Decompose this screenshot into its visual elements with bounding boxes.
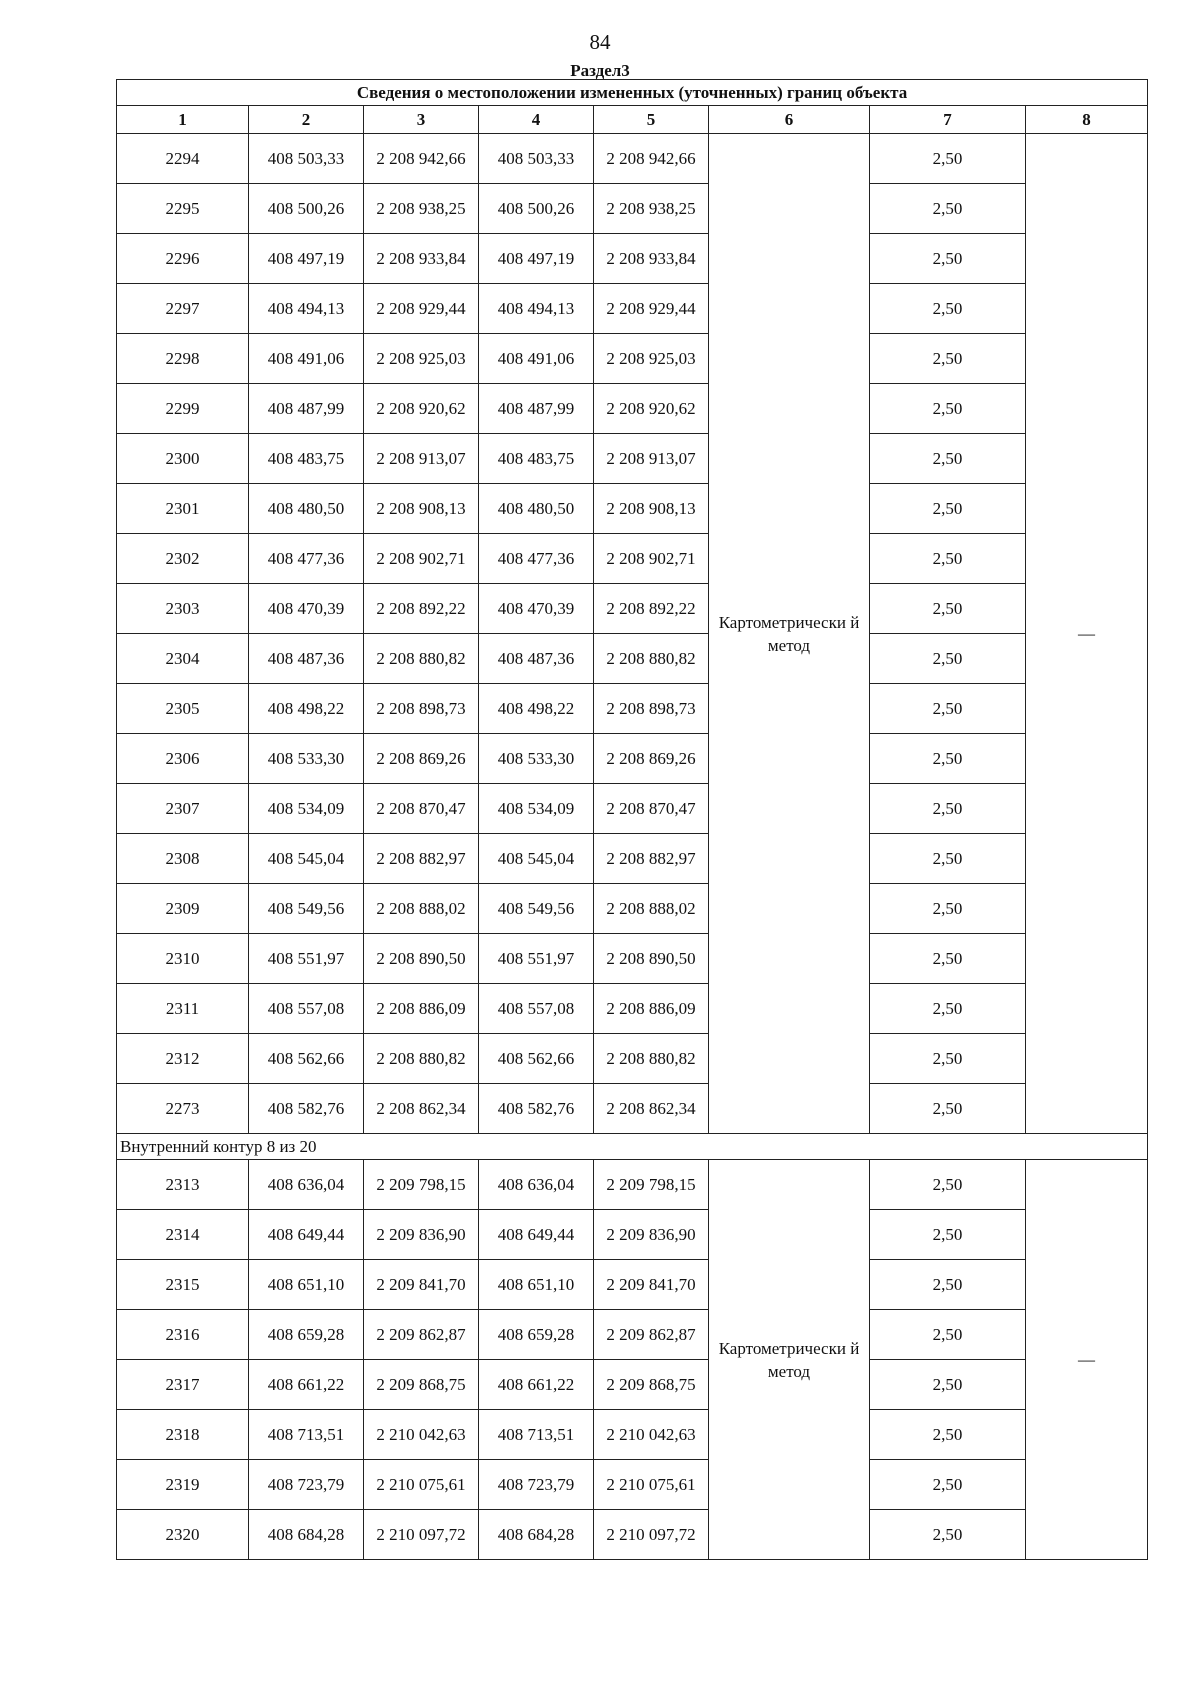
accuracy-value: 2,50 bbox=[870, 484, 1026, 534]
x-coordinate-refined: 408 723,79 bbox=[479, 1460, 594, 1510]
x-coordinate-refined: 408 651,10 bbox=[479, 1260, 594, 1310]
table-row bbox=[117, 1460, 1148, 1510]
point-number: 2317 bbox=[117, 1360, 249, 1410]
table-row bbox=[117, 434, 1148, 484]
x-coordinate: 408 534,09 bbox=[249, 784, 364, 834]
y-coordinate: 2 209 798,15 bbox=[364, 1160, 479, 1210]
point-number: 2296 bbox=[117, 234, 249, 284]
x-coordinate: 408 491,06 bbox=[249, 334, 364, 384]
accuracy-value: 2,50 bbox=[870, 534, 1026, 584]
table-row bbox=[117, 384, 1148, 434]
x-coordinate-refined: 408 562,66 bbox=[479, 1034, 594, 1084]
x-coordinate-refined: 408 491,06 bbox=[479, 334, 594, 384]
accuracy-value: 2,50 bbox=[870, 1510, 1026, 1560]
table-row bbox=[117, 984, 1148, 1034]
table-row bbox=[117, 334, 1148, 384]
table-row bbox=[117, 1160, 1148, 1210]
column-header: 2 bbox=[249, 106, 364, 134]
column-header: 7 bbox=[870, 106, 1026, 134]
table-row bbox=[117, 884, 1148, 934]
y-coordinate: 2 208 862,34 bbox=[364, 1084, 479, 1134]
x-coordinate-refined: 408 661,22 bbox=[479, 1360, 594, 1410]
column-header: 8 bbox=[1026, 106, 1148, 134]
point-number: 2310 bbox=[117, 934, 249, 984]
accuracy-value: 2,50 bbox=[870, 1210, 1026, 1260]
point-number: 2319 bbox=[117, 1460, 249, 1510]
x-coordinate-refined: 408 497,19 bbox=[479, 234, 594, 284]
y-coordinate-refined: 2 208 925,03 bbox=[594, 334, 709, 384]
point-number: 2300 bbox=[117, 434, 249, 484]
y-coordinate: 2 208 913,07 bbox=[364, 434, 479, 484]
section-label: Раздел3 bbox=[570, 61, 630, 80]
table-row bbox=[117, 1210, 1148, 1260]
column-header: 3 bbox=[364, 106, 479, 134]
method-cell: Картометрически й метод bbox=[709, 1160, 870, 1560]
y-coordinate: 2 208 890,50 bbox=[364, 934, 479, 984]
x-coordinate-refined: 408 582,76 bbox=[479, 1084, 594, 1134]
table-row bbox=[117, 584, 1148, 634]
x-coordinate-refined: 408 649,44 bbox=[479, 1210, 594, 1260]
x-coordinate-refined: 408 636,04 bbox=[479, 1160, 594, 1210]
point-number: 2301 bbox=[117, 484, 249, 534]
x-coordinate-refined: 408 549,56 bbox=[479, 884, 594, 934]
table-row bbox=[117, 1260, 1148, 1310]
y-coordinate-refined: 2 208 880,82 bbox=[594, 634, 709, 684]
point-number: 2273 bbox=[117, 1084, 249, 1134]
x-coordinate: 408 582,76 bbox=[249, 1084, 364, 1134]
accuracy-value: 2,50 bbox=[870, 984, 1026, 1034]
point-number: 2316 bbox=[117, 1310, 249, 1360]
x-coordinate-refined: 408 545,04 bbox=[479, 834, 594, 884]
y-coordinate-refined: 2 208 880,82 bbox=[594, 1034, 709, 1084]
accuracy-value: 2,50 bbox=[870, 1034, 1026, 1084]
y-coordinate-refined: 2 209 798,15 bbox=[594, 1160, 709, 1210]
x-coordinate: 408 659,28 bbox=[249, 1310, 364, 1360]
accuracy-value: 2,50 bbox=[870, 334, 1026, 384]
note-cell: — bbox=[1026, 1160, 1148, 1560]
y-coordinate: 2 209 841,70 bbox=[364, 1260, 479, 1310]
y-coordinate-refined: 2 208 898,73 bbox=[594, 684, 709, 734]
table-row bbox=[117, 1310, 1148, 1360]
table-row bbox=[117, 134, 1148, 184]
point-number: 2302 bbox=[117, 534, 249, 584]
x-coordinate: 408 551,97 bbox=[249, 934, 364, 984]
point-number: 2318 bbox=[117, 1410, 249, 1460]
y-coordinate: 2 210 097,72 bbox=[364, 1510, 479, 1560]
x-coordinate-refined: 408 500,26 bbox=[479, 184, 594, 234]
x-coordinate: 408 477,36 bbox=[249, 534, 364, 584]
table-row bbox=[117, 784, 1148, 834]
accuracy-value: 2,50 bbox=[870, 434, 1026, 484]
y-coordinate-refined: 2 208 908,13 bbox=[594, 484, 709, 534]
point-number: 2305 bbox=[117, 684, 249, 734]
accuracy-value: 2,50 bbox=[870, 834, 1026, 884]
x-coordinate: 408 549,56 bbox=[249, 884, 364, 934]
x-coordinate: 408 480,50 bbox=[249, 484, 364, 534]
y-coordinate: 2 208 925,03 bbox=[364, 334, 479, 384]
table-row bbox=[117, 1360, 1148, 1410]
accuracy-value: 2,50 bbox=[870, 1410, 1026, 1460]
point-number: 2306 bbox=[117, 734, 249, 784]
x-coordinate-refined: 408 534,09 bbox=[479, 784, 594, 834]
y-coordinate: 2 208 882,97 bbox=[364, 834, 479, 884]
table-title-row bbox=[117, 80, 1148, 106]
point-number: 2304 bbox=[117, 634, 249, 684]
x-coordinate: 408 713,51 bbox=[249, 1410, 364, 1460]
accuracy-value: 2,50 bbox=[870, 1260, 1026, 1310]
y-coordinate-refined: 2 209 836,90 bbox=[594, 1210, 709, 1260]
x-coordinate-refined: 408 503,33 bbox=[479, 134, 594, 184]
table-row bbox=[117, 1034, 1148, 1084]
accuracy-value: 2,50 bbox=[870, 1460, 1026, 1510]
y-coordinate: 2 208 886,09 bbox=[364, 984, 479, 1034]
table-row bbox=[117, 834, 1148, 884]
column-header: 4 bbox=[479, 106, 594, 134]
point-number: 2294 bbox=[117, 134, 249, 184]
x-coordinate: 408 545,04 bbox=[249, 834, 364, 884]
table-title: Сведения о местоположении измененных (уточненных) границ объекта bbox=[117, 80, 1148, 106]
column-header: 1 bbox=[117, 106, 249, 134]
x-coordinate: 408 497,19 bbox=[249, 234, 364, 284]
x-coordinate: 408 498,22 bbox=[249, 684, 364, 734]
accuracy-value: 2,50 bbox=[870, 684, 1026, 734]
boundary-table bbox=[116, 79, 1148, 1560]
method-cell: Картометрически й метод bbox=[709, 134, 870, 1134]
table-row bbox=[117, 1084, 1148, 1134]
accuracy-value: 2,50 bbox=[870, 134, 1026, 184]
y-coordinate: 2 208 908,13 bbox=[364, 484, 479, 534]
y-coordinate-refined: 2 208 920,62 bbox=[594, 384, 709, 434]
y-coordinate: 2 208 869,26 bbox=[364, 734, 479, 784]
y-coordinate-refined: 2 210 042,63 bbox=[594, 1410, 709, 1460]
x-coordinate: 408 661,22 bbox=[249, 1360, 364, 1410]
accuracy-value: 2,50 bbox=[870, 784, 1026, 834]
accuracy-value: 2,50 bbox=[870, 1360, 1026, 1410]
accuracy-value: 2,50 bbox=[870, 234, 1026, 284]
y-coordinate: 2 210 042,63 bbox=[364, 1410, 479, 1460]
contour-row bbox=[117, 1134, 1148, 1160]
table-row bbox=[117, 1510, 1148, 1560]
y-coordinate: 2 208 870,47 bbox=[364, 784, 479, 834]
x-coordinate-refined: 408 713,51 bbox=[479, 1410, 594, 1460]
point-number: 2315 bbox=[117, 1260, 249, 1310]
x-coordinate-refined: 408 533,30 bbox=[479, 734, 594, 784]
accuracy-value: 2,50 bbox=[870, 634, 1026, 684]
column-header: 5 bbox=[594, 106, 709, 134]
y-coordinate-refined: 2 208 938,25 bbox=[594, 184, 709, 234]
table-row bbox=[117, 534, 1148, 584]
y-coordinate-refined: 2 208 892,22 bbox=[594, 584, 709, 634]
y-coordinate-refined: 2 208 888,02 bbox=[594, 884, 709, 934]
y-coordinate: 2 209 836,90 bbox=[364, 1210, 479, 1260]
y-coordinate-refined: 2 208 933,84 bbox=[594, 234, 709, 284]
y-coordinate: 2 208 892,22 bbox=[364, 584, 479, 634]
y-coordinate-refined: 2 208 929,44 bbox=[594, 284, 709, 334]
x-coordinate: 408 483,75 bbox=[249, 434, 364, 484]
accuracy-value: 2,50 bbox=[870, 384, 1026, 434]
accuracy-value: 2,50 bbox=[870, 284, 1026, 334]
x-coordinate-refined: 408 477,36 bbox=[479, 534, 594, 584]
table-body bbox=[117, 80, 1148, 1560]
y-coordinate-refined: 2 208 890,50 bbox=[594, 934, 709, 984]
x-coordinate-refined: 408 483,75 bbox=[479, 434, 594, 484]
x-coordinate: 408 562,66 bbox=[249, 1034, 364, 1084]
x-coordinate-refined: 408 557,08 bbox=[479, 984, 594, 1034]
x-coordinate-refined: 408 487,36 bbox=[479, 634, 594, 684]
x-coordinate-refined: 408 498,22 bbox=[479, 684, 594, 734]
x-coordinate: 408 470,39 bbox=[249, 584, 364, 634]
y-coordinate: 2 210 075,61 bbox=[364, 1460, 479, 1510]
x-coordinate-refined: 408 470,39 bbox=[479, 584, 594, 634]
point-number: 2303 bbox=[117, 584, 249, 634]
x-coordinate-refined: 408 494,13 bbox=[479, 284, 594, 334]
accuracy-value: 2,50 bbox=[870, 1084, 1026, 1134]
x-coordinate-refined: 408 487,99 bbox=[479, 384, 594, 434]
table-row bbox=[117, 284, 1148, 334]
x-coordinate-refined: 408 659,28 bbox=[479, 1310, 594, 1360]
accuracy-value: 2,50 bbox=[870, 1160, 1026, 1210]
table-row bbox=[117, 184, 1148, 234]
accuracy-value: 2,50 bbox=[870, 734, 1026, 784]
x-coordinate: 408 557,08 bbox=[249, 984, 364, 1034]
table-row bbox=[117, 734, 1148, 784]
accuracy-value: 2,50 bbox=[870, 884, 1026, 934]
y-coordinate: 2 209 868,75 bbox=[364, 1360, 479, 1410]
y-coordinate-refined: 2 209 841,70 bbox=[594, 1260, 709, 1310]
y-coordinate-refined: 2 209 868,75 bbox=[594, 1360, 709, 1410]
y-coordinate-refined: 2 210 075,61 bbox=[594, 1460, 709, 1510]
table-row bbox=[117, 234, 1148, 284]
note-cell: — bbox=[1026, 134, 1148, 1134]
y-coordinate: 2 208 888,02 bbox=[364, 884, 479, 934]
accuracy-value: 2,50 bbox=[870, 184, 1026, 234]
accuracy-value: 2,50 bbox=[870, 1310, 1026, 1360]
y-coordinate-refined: 2 208 882,97 bbox=[594, 834, 709, 884]
point-number: 2308 bbox=[117, 834, 249, 884]
point-number: 2307 bbox=[117, 784, 249, 834]
column-header: 6 bbox=[709, 106, 870, 134]
page-number: 84 bbox=[589, 30, 611, 54]
y-coordinate-refined: 2 210 097,72 bbox=[594, 1510, 709, 1560]
x-coordinate: 408 500,26 bbox=[249, 184, 364, 234]
table-row bbox=[117, 634, 1148, 684]
y-coordinate-refined: 2 208 942,66 bbox=[594, 134, 709, 184]
y-coordinate: 2 208 920,62 bbox=[364, 384, 479, 434]
point-number: 2297 bbox=[117, 284, 249, 334]
y-coordinate-refined: 2 208 869,26 bbox=[594, 734, 709, 784]
column-header-row bbox=[117, 106, 1148, 134]
point-number: 2312 bbox=[117, 1034, 249, 1084]
y-coordinate: 2 208 880,82 bbox=[364, 1034, 479, 1084]
y-coordinate: 2 208 929,44 bbox=[364, 284, 479, 334]
x-coordinate-refined: 408 480,50 bbox=[479, 484, 594, 534]
table-row bbox=[117, 934, 1148, 984]
x-coordinate: 408 684,28 bbox=[249, 1510, 364, 1560]
table-row bbox=[117, 1410, 1148, 1460]
x-coordinate: 408 503,33 bbox=[249, 134, 364, 184]
accuracy-value: 2,50 bbox=[870, 584, 1026, 634]
x-coordinate: 408 723,79 bbox=[249, 1460, 364, 1510]
table-row bbox=[117, 684, 1148, 734]
y-coordinate: 2 208 938,25 bbox=[364, 184, 479, 234]
contour-label: Внутренний контур 8 из 20 bbox=[117, 1134, 1148, 1160]
y-coordinate: 2 208 902,71 bbox=[364, 534, 479, 584]
point-number: 2298 bbox=[117, 334, 249, 384]
point-number: 2313 bbox=[117, 1160, 249, 1210]
x-coordinate: 408 649,44 bbox=[249, 1210, 364, 1260]
point-number: 2320 bbox=[117, 1510, 249, 1560]
x-coordinate-refined: 408 684,28 bbox=[479, 1510, 594, 1560]
y-coordinate-refined: 2 208 913,07 bbox=[594, 434, 709, 484]
y-coordinate: 2 209 862,87 bbox=[364, 1310, 479, 1360]
point-number: 2309 bbox=[117, 884, 249, 934]
accuracy-value: 2,50 bbox=[870, 934, 1026, 984]
table-row bbox=[117, 484, 1148, 534]
x-coordinate: 408 487,99 bbox=[249, 384, 364, 434]
point-number: 2295 bbox=[117, 184, 249, 234]
y-coordinate-refined: 2 208 902,71 bbox=[594, 534, 709, 584]
x-coordinate: 408 636,04 bbox=[249, 1160, 364, 1210]
x-coordinate: 408 651,10 bbox=[249, 1260, 364, 1310]
x-coordinate: 408 487,36 bbox=[249, 634, 364, 684]
x-coordinate: 408 494,13 bbox=[249, 284, 364, 334]
y-coordinate: 2 208 898,73 bbox=[364, 684, 479, 734]
y-coordinate: 2 208 933,84 bbox=[364, 234, 479, 284]
y-coordinate-refined: 2 208 862,34 bbox=[594, 1084, 709, 1134]
y-coordinate: 2 208 942,66 bbox=[364, 134, 479, 184]
y-coordinate-refined: 2 208 886,09 bbox=[594, 984, 709, 1034]
y-coordinate: 2 208 880,82 bbox=[364, 634, 479, 684]
y-coordinate-refined: 2 209 862,87 bbox=[594, 1310, 709, 1360]
x-coordinate-refined: 408 551,97 bbox=[479, 934, 594, 984]
x-coordinate: 408 533,30 bbox=[249, 734, 364, 784]
point-number: 2311 bbox=[117, 984, 249, 1034]
point-number: 2299 bbox=[117, 384, 249, 434]
y-coordinate-refined: 2 208 870,47 bbox=[594, 784, 709, 834]
point-number: 2314 bbox=[117, 1210, 249, 1260]
